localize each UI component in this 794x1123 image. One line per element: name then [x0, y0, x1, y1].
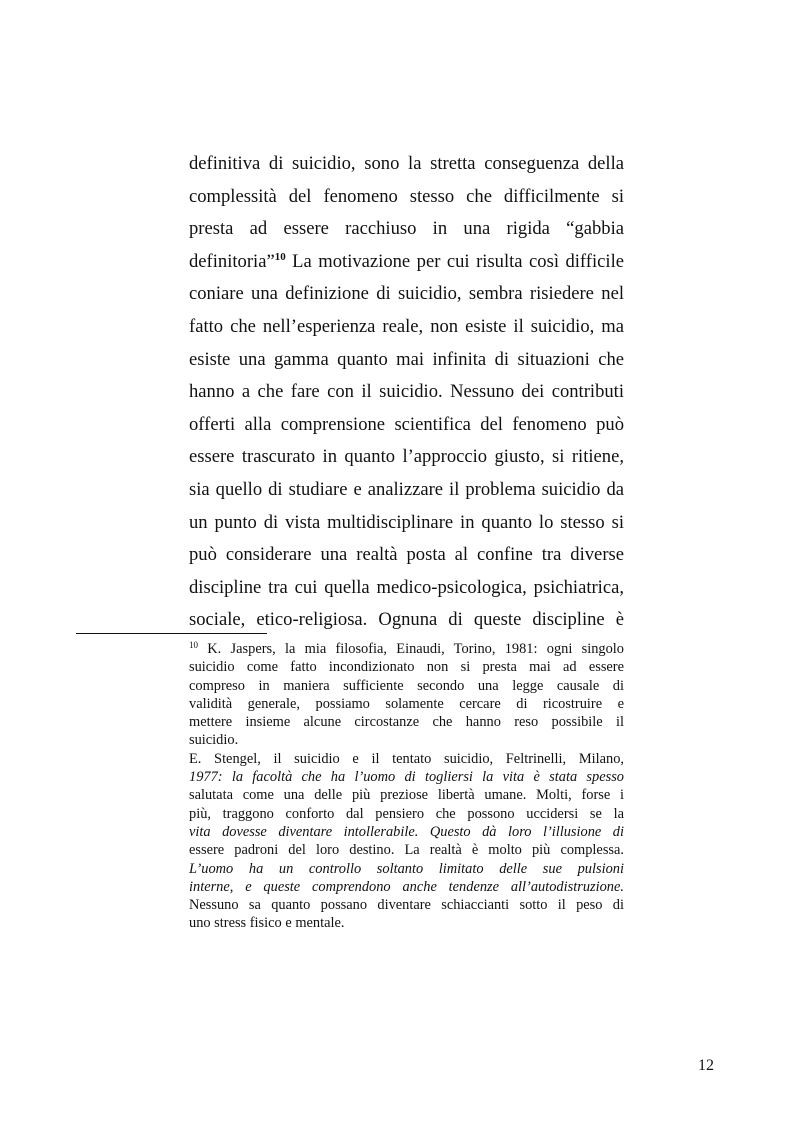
- footnote-line: L’uomo ha un controllo soltanto limitato delle sue pulsioni: [189, 860, 624, 877]
- footnote-line: [189, 640, 624, 658]
- footnote-line: 1977: la facoltà che ha l’uomo di togliersi la vita è stata spesso: [189, 769, 624, 786]
- body-line: un punto di vista multidisciplinare in quanto lo stesso si: [189, 511, 624, 533]
- footnote: [189, 640, 624, 933]
- body-line: sia quello di studiare e analizzare il problema suicidio da: [189, 478, 624, 500]
- body-line: complessità del fenomeno stesso che difficilmente si: [189, 185, 624, 207]
- footnote-line: validità generale, possiamo solamente cercare di ricostruire e: [189, 695, 624, 712]
- body-line: definitiva di suicidio, sono la stretta conseguenza della: [189, 153, 624, 174]
- body-line: sociale, etico-religiosa. Ognuna di queste discipline è: [189, 609, 624, 631]
- body-line: offerti alla comprensione scientifica del fenomeno può: [189, 413, 624, 435]
- footnote-line: mettere insieme alcune circostanze che hanno reso possibile il: [189, 714, 624, 731]
- footnote-line: Nessuno sa quanto possano diventare schiaccianti sotto il peso di: [189, 897, 624, 914]
- body-line: esiste una gamma quanto mai infinita di situazioni che: [189, 348, 624, 370]
- footnote-line: più, traggono conforto dal pensiero che possono uccidersi se la: [189, 805, 624, 822]
- body-line: coniare una definizione di suicidio, sembra risiedere nel: [189, 283, 624, 305]
- footnote-line: salutata come una delle più preziose libertà umane. Molti, forse i: [189, 787, 624, 804]
- footnote-line: suicidio.: [189, 732, 239, 749]
- body-line: [189, 246, 624, 279]
- footnote-line-part: K. Jaspers, la mia filosofia, Einaudi, Torino, 1981: ogni singolo: [198, 641, 624, 657]
- body-line: presta ad essere racchiuso in una rigida “gabbia: [189, 218, 624, 240]
- footnote-separator: [76, 633, 267, 634]
- body-line: essere trascurato in quanto l’approccio giusto, si ritiene,: [189, 446, 624, 468]
- footnote-reference: 10: [274, 250, 286, 263]
- footnote-marker: 10: [189, 640, 198, 650]
- footnote-line: vita dovesse diventare intollerabile. Questo dà loro l’illusione di: [189, 823, 624, 840]
- footnote-line: E. Stengel, il suicidio e il tentato suicidio, Feltrinelli, Milano,: [189, 750, 624, 767]
- footnote-line: suicidio come fatto incondizionato non si presta mai ad essere: [189, 659, 624, 676]
- footnote-line: compreso in maniera sufficiente secondo una legge causale di: [189, 677, 624, 694]
- body-line: fatto che nell’esperienza reale, non esiste il suicidio, ma: [189, 315, 624, 337]
- body-paragraph: [189, 148, 624, 637]
- footnote-line: essere padroni del loro destino. La realtà è molto più complessa.: [189, 842, 624, 859]
- body-line-part: definitoria”: [189, 250, 275, 272]
- body-line: hanno a che fare con il suicidio. Nessuno dei contributi: [189, 381, 624, 403]
- footnote-line: uno stress fisico e mentale.: [189, 915, 345, 932]
- footnote-line: interne, e queste comprendono anche tendenze all’autodistruzione.: [189, 878, 624, 895]
- body-line: discipline tra cui quella medico-psicologica, psichiatrica,: [189, 576, 624, 598]
- page-number: 12: [698, 1057, 714, 1074]
- body-line: può considerare una realtà posta al confine tra diverse: [189, 544, 624, 566]
- body-line-part: La motivazione per cui risulta così difficile: [285, 250, 624, 272]
